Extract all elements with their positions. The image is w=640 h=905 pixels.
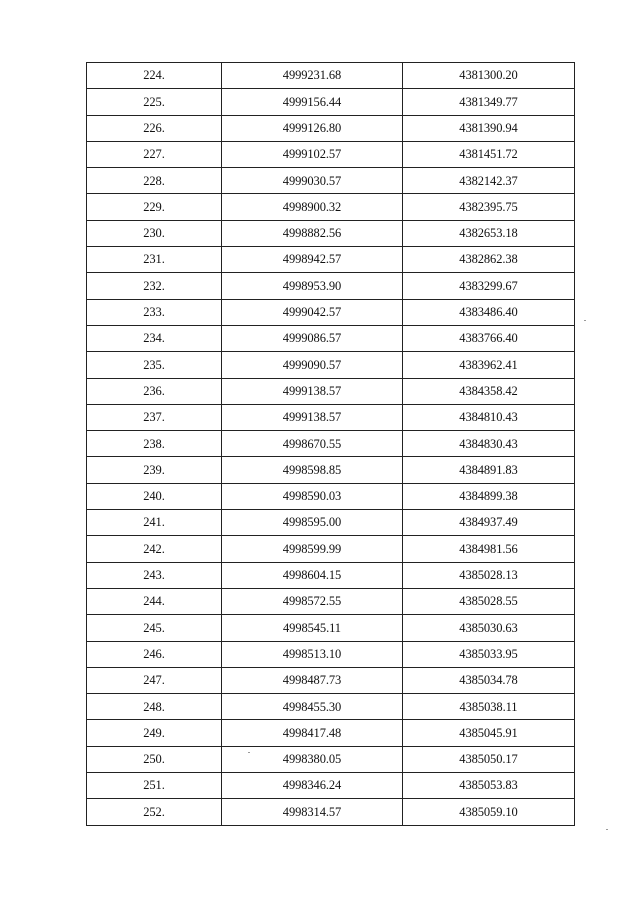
table-row (87, 720, 575, 746)
table-row (87, 588, 575, 614)
y-coordinate-cell: 4385028.13 (403, 562, 575, 588)
x-coordinate-cell: 4998595.00 (222, 510, 403, 536)
x-coordinate-cell: 4998604.15 (222, 562, 403, 588)
table-row (87, 273, 575, 299)
y-coordinate-cell: 4382395.75 (403, 194, 575, 220)
table-row (87, 667, 575, 693)
point-number-cell: 236. (87, 378, 222, 404)
point-number-cell: 247. (87, 667, 222, 693)
table-row (87, 799, 575, 825)
x-coordinate-cell: 4998882.56 (222, 220, 403, 246)
table-row (87, 510, 575, 536)
y-coordinate-cell: 4384891.83 (403, 457, 575, 483)
table-row (87, 615, 575, 641)
x-coordinate-cell: 4998513.10 (222, 641, 403, 667)
table-row (87, 168, 575, 194)
table-row (87, 299, 575, 325)
y-coordinate-cell: 4382653.18 (403, 220, 575, 246)
table-row (87, 325, 575, 351)
table-row (87, 115, 575, 141)
y-coordinate-cell: 4385038.11 (403, 694, 575, 720)
y-coordinate-cell: 4381390.94 (403, 115, 575, 141)
table-row (87, 194, 575, 220)
point-number-cell: 246. (87, 641, 222, 667)
y-coordinate-cell: 4384899.38 (403, 483, 575, 509)
x-coordinate-cell: 4999156.44 (222, 89, 403, 115)
x-coordinate-cell: 4998670.55 (222, 431, 403, 457)
x-coordinate-cell: 4998545.11 (222, 615, 403, 641)
table-row (87, 141, 575, 167)
table-row (87, 536, 575, 562)
point-number-cell: 228. (87, 168, 222, 194)
x-coordinate-cell: 4998346.24 (222, 773, 403, 799)
x-coordinate-cell: 4999102.57 (222, 141, 403, 167)
point-number-cell: 237. (87, 404, 222, 430)
x-coordinate-cell: 4999030.57 (222, 168, 403, 194)
point-number-cell: 229. (87, 194, 222, 220)
table-row (87, 431, 575, 457)
x-coordinate-cell: 4999086.57 (222, 325, 403, 351)
table-row (87, 694, 575, 720)
y-coordinate-cell: 4384937.49 (403, 510, 575, 536)
y-coordinate-cell: 4384358.42 (403, 378, 575, 404)
x-coordinate-cell: 4998590.03 (222, 483, 403, 509)
point-number-cell: 249. (87, 720, 222, 746)
x-coordinate-cell: 4998598.85 (222, 457, 403, 483)
table-row (87, 247, 575, 273)
scan-speck (248, 752, 250, 753)
y-coordinate-cell: 4384981.56 (403, 536, 575, 562)
point-number-cell: 235. (87, 352, 222, 378)
y-coordinate-cell: 4385050.17 (403, 746, 575, 772)
scan-speck (584, 320, 586, 321)
y-coordinate-cell: 4385053.83 (403, 773, 575, 799)
x-coordinate-cell: 4998455.30 (222, 694, 403, 720)
point-number-cell: 244. (87, 588, 222, 614)
y-coordinate-cell: 4383766.40 (403, 325, 575, 351)
point-number-cell: 248. (87, 694, 222, 720)
table-row (87, 220, 575, 246)
x-coordinate-cell: 4999090.57 (222, 352, 403, 378)
x-coordinate-cell: 4999138.57 (222, 404, 403, 430)
point-number-cell: 245. (87, 615, 222, 641)
x-coordinate-cell: 4999138.57 (222, 378, 403, 404)
table-row (87, 457, 575, 483)
table-row (87, 746, 575, 772)
x-coordinate-cell: 4998487.73 (222, 667, 403, 693)
y-coordinate-cell: 4383962.41 (403, 352, 575, 378)
y-coordinate-cell: 4381349.77 (403, 89, 575, 115)
x-coordinate-cell: 4998599.99 (222, 536, 403, 562)
table-row (87, 483, 575, 509)
point-number-cell: 242. (87, 536, 222, 562)
table-row (87, 63, 575, 89)
coordinates-table-body (87, 63, 575, 826)
y-coordinate-cell: 4385030.63 (403, 615, 575, 641)
point-number-cell: 231. (87, 247, 222, 273)
x-coordinate-cell: 4998953.90 (222, 273, 403, 299)
point-number-cell: 239. (87, 457, 222, 483)
x-coordinate-cell: 4999042.57 (222, 299, 403, 325)
y-coordinate-cell: 4385034.78 (403, 667, 575, 693)
y-coordinate-cell: 4384830.43 (403, 431, 575, 457)
point-number-cell: 234. (87, 325, 222, 351)
point-number-cell: 226. (87, 115, 222, 141)
y-coordinate-cell: 4383299.67 (403, 273, 575, 299)
x-coordinate-cell: 4998572.55 (222, 588, 403, 614)
y-coordinate-cell: 4384810.43 (403, 404, 575, 430)
table-row (87, 352, 575, 378)
point-number-cell: 230. (87, 220, 222, 246)
x-coordinate-cell: 4998417.48 (222, 720, 403, 746)
y-coordinate-cell: 4385028.55 (403, 588, 575, 614)
x-coordinate-cell: 4998314.57 (222, 799, 403, 825)
x-coordinate-cell: 4998942.57 (222, 247, 403, 273)
point-number-cell: 240. (87, 483, 222, 509)
y-coordinate-cell: 4381300.20 (403, 63, 575, 89)
y-coordinate-cell: 4381451.72 (403, 141, 575, 167)
point-number-cell: 225. (87, 89, 222, 115)
table-row (87, 773, 575, 799)
y-coordinate-cell: 4385045.91 (403, 720, 575, 746)
coordinates-table (86, 62, 575, 826)
table-row (87, 562, 575, 588)
y-coordinate-cell: 4385059.10 (403, 799, 575, 825)
table-row (87, 404, 575, 430)
x-coordinate-cell: 4998900.32 (222, 194, 403, 220)
point-number-cell: 243. (87, 562, 222, 588)
x-coordinate-cell: 4998380.05 (222, 746, 403, 772)
table-row (87, 641, 575, 667)
point-number-cell: 227. (87, 141, 222, 167)
y-coordinate-cell: 4382142.37 (403, 168, 575, 194)
point-number-cell: 233. (87, 299, 222, 325)
y-coordinate-cell: 4382862.38 (403, 247, 575, 273)
point-number-cell: 241. (87, 510, 222, 536)
table-row (87, 89, 575, 115)
point-number-cell: 251. (87, 773, 222, 799)
y-coordinate-cell: 4385033.95 (403, 641, 575, 667)
scan-speck (606, 829, 608, 830)
table-row (87, 378, 575, 404)
point-number-cell: 250. (87, 746, 222, 772)
x-coordinate-cell: 4999126.80 (222, 115, 403, 141)
x-coordinate-cell: 4999231.68 (222, 63, 403, 89)
point-number-cell: 252. (87, 799, 222, 825)
point-number-cell: 232. (87, 273, 222, 299)
point-number-cell: 238. (87, 431, 222, 457)
point-number-cell: 224. (87, 63, 222, 89)
y-coordinate-cell: 4383486.40 (403, 299, 575, 325)
